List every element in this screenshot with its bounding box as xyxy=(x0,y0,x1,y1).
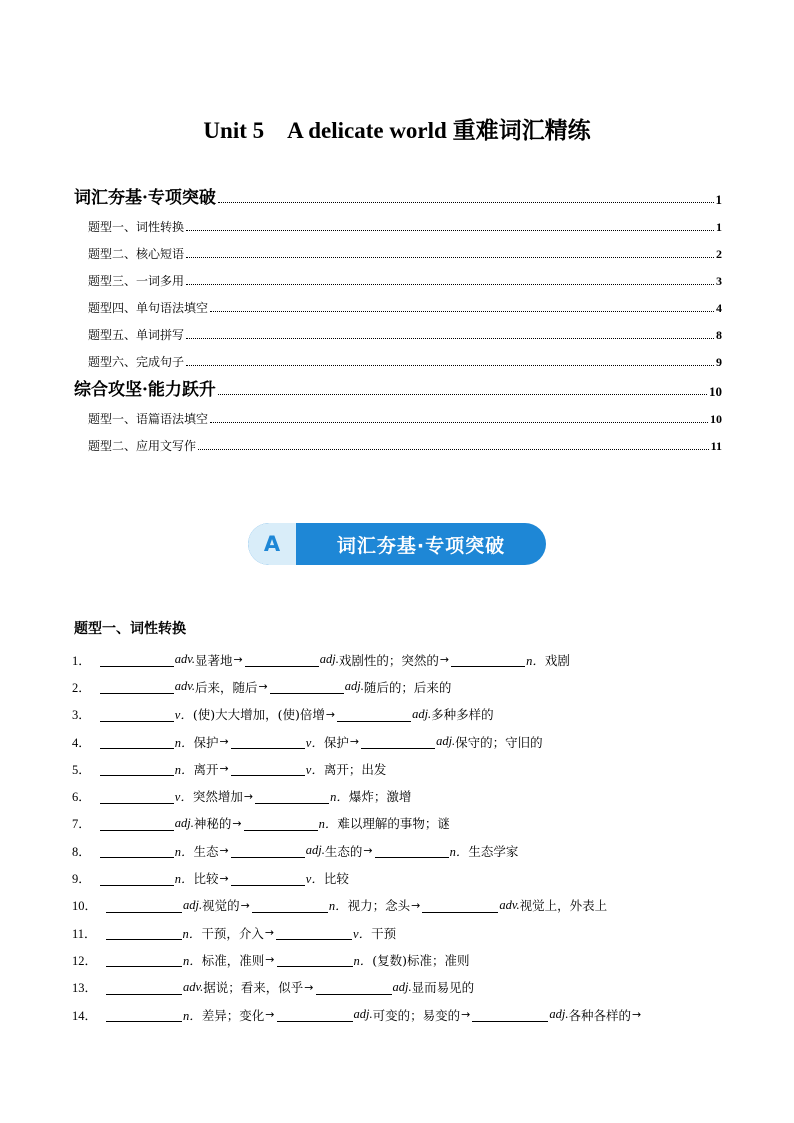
part-of-speech: adv. xyxy=(183,979,204,994)
part-of-speech: n． xyxy=(174,735,194,750)
toc-leader-dots xyxy=(186,229,714,231)
toc-entry[interactable] xyxy=(74,235,722,262)
toc-leader-dots xyxy=(218,393,707,395)
exercise-number: 2． xyxy=(72,680,91,695)
arrow-right-icon: → xyxy=(631,1008,642,1021)
answer-blank[interactable] xyxy=(100,652,174,667)
arrow-right-icon: → xyxy=(243,789,254,803)
toc-entry[interactable] xyxy=(74,370,722,400)
page-title: Unit 5 A delicate world 重难词汇精练 xyxy=(203,118,591,143)
answer-blank[interactable] xyxy=(245,652,319,667)
part-of-speech: n． xyxy=(183,1008,202,1023)
answer-blank[interactable] xyxy=(244,816,318,831)
part-of-speech: n． xyxy=(174,762,194,777)
exercise-number: 13． xyxy=(72,981,98,996)
definition-text: 戏剧性的；突然的 xyxy=(338,652,439,668)
definition-text: 据说；看来，似乎 xyxy=(203,980,304,996)
exercise-item xyxy=(72,755,732,782)
toc-leader-dots xyxy=(210,310,714,312)
exercise-number: 4． xyxy=(72,735,91,750)
exercise-number: 6． xyxy=(72,790,91,805)
definition-text: 显著地 xyxy=(195,652,233,668)
definition-text: 视觉的 xyxy=(202,898,240,914)
arrow-right-icon: → xyxy=(219,844,229,858)
toc-entry-page: 1 xyxy=(715,192,722,207)
exercise-number: 3． xyxy=(72,708,91,723)
definition-text: 各种各样的 xyxy=(568,1007,631,1023)
toc-entry-label: 题型三、一词多用 xyxy=(88,274,185,288)
part-of-speech: v． xyxy=(305,762,324,777)
definition-text: 显而易见的 xyxy=(411,980,475,996)
toc-entry-label: 题型四、单句语法填空 xyxy=(88,301,209,315)
definition-text: 爆炸；激增 xyxy=(348,789,412,805)
definition-text: (复数)标准；准则 xyxy=(372,952,470,968)
arrow-right-icon: → xyxy=(219,871,229,885)
arrow-right-icon: → xyxy=(265,1008,275,1021)
answer-blank[interactable] xyxy=(361,734,435,749)
answer-blank[interactable] xyxy=(231,734,305,749)
definition-text: 生态 xyxy=(193,843,219,859)
part-of-speech: adj. xyxy=(319,652,339,667)
toc-entry-page: 4 xyxy=(716,301,722,315)
toc-leader-dots xyxy=(186,337,714,339)
definition-text: 差异；变化 xyxy=(201,1007,265,1023)
definition-text: 标准，准则 xyxy=(201,952,265,968)
definition-text: 戏剧 xyxy=(544,652,570,668)
arrow-right-icon: → xyxy=(363,844,373,858)
exercise-number: 7． xyxy=(72,817,91,832)
exercise-item xyxy=(72,892,732,919)
part-of-speech: adj. xyxy=(412,706,432,721)
definition-text: 比较 xyxy=(323,871,349,887)
answer-blank[interactable] xyxy=(316,980,392,995)
toc-entry-page: 1 xyxy=(716,220,722,234)
toc-entry[interactable] xyxy=(74,427,722,454)
answer-blank[interactable] xyxy=(100,843,174,858)
answer-blank[interactable] xyxy=(100,761,174,776)
arrow-right-icon: → xyxy=(219,762,229,776)
definition-text: 离开 xyxy=(193,761,219,777)
answer-blank[interactable] xyxy=(422,898,498,913)
arrow-right-icon: → xyxy=(439,653,450,667)
section-banner-title: 词汇夯基·专项突破 xyxy=(336,534,506,557)
exercise-item xyxy=(72,810,732,837)
toc-entry-label: 题型六、完成句子 xyxy=(88,355,185,369)
toc-leader-dots xyxy=(186,364,714,366)
arrow-right-icon: → xyxy=(258,680,268,694)
part-of-speech: n． xyxy=(330,790,349,805)
toc-leader-dots xyxy=(218,201,714,203)
toc-leader-dots xyxy=(186,256,714,258)
definition-text: 离开；出发 xyxy=(323,761,387,777)
exercise-number: 14． xyxy=(72,1008,98,1023)
definition-text: 视觉上，外表上 xyxy=(519,898,608,914)
arrow-right-icon: → xyxy=(233,653,243,667)
part-of-speech: adj. xyxy=(549,1007,569,1021)
definition-text: 可变的；易变的 xyxy=(372,1007,461,1023)
exercise-number: 12． xyxy=(72,953,98,968)
part-of-speech: n． xyxy=(174,872,194,887)
definition-text: 干预，介入 xyxy=(201,925,264,941)
toc-entry[interactable] xyxy=(74,289,722,316)
answer-blank[interactable] xyxy=(100,816,174,831)
part-of-speech: adj. xyxy=(353,1007,373,1021)
toc-entry-page: 10 xyxy=(709,384,722,399)
answer-blank[interactable] xyxy=(276,925,352,940)
exercise-number: 8． xyxy=(72,844,91,859)
part-of-speech: n． xyxy=(174,844,194,859)
arrow-right-icon: → xyxy=(232,816,242,830)
arrow-right-icon: → xyxy=(461,1008,471,1021)
answer-blank[interactable] xyxy=(231,761,305,776)
exercise-number: 10． xyxy=(72,899,98,914)
definition-text: (使)大大增加，(使)倍增 xyxy=(192,707,325,723)
answer-blank[interactable] xyxy=(106,952,182,967)
part-of-speech: n． xyxy=(526,653,545,668)
part-of-speech: n． xyxy=(318,817,338,832)
part-of-speech: v． xyxy=(305,735,324,750)
answer-blank[interactable] xyxy=(472,1007,548,1022)
exercise-item xyxy=(72,864,732,891)
definition-text: 视力；念头 xyxy=(347,898,411,914)
arrow-right-icon: → xyxy=(349,735,360,749)
arrow-right-icon: → xyxy=(219,735,229,749)
answer-blank[interactable] xyxy=(106,980,182,995)
exercise-number: 11． xyxy=(72,926,97,941)
toc-entry[interactable] xyxy=(74,343,722,370)
arrow-right-icon: → xyxy=(304,980,314,994)
exercise-heading: 题型一、词性转换 xyxy=(74,621,186,637)
toc-entry[interactable] xyxy=(74,400,722,427)
definition-text: 多种多样的 xyxy=(431,707,494,723)
answer-blank[interactable] xyxy=(252,898,328,913)
part-of-speech: n． xyxy=(449,844,469,859)
definition-text: 保护 xyxy=(323,734,349,750)
answer-blank[interactable] xyxy=(231,871,305,886)
definition-text: 生态的 xyxy=(324,843,363,859)
part-of-speech: n． xyxy=(353,953,373,968)
exercise-number: 5． xyxy=(72,762,91,777)
part-of-speech: v． xyxy=(353,926,372,941)
toc-entry[interactable] xyxy=(74,262,722,289)
toc-entry-label: 题型一、语篇语法填空 xyxy=(88,412,209,426)
toc-entry-page: 8 xyxy=(716,328,722,342)
exercise-item xyxy=(72,673,732,700)
part-of-speech: n． xyxy=(183,953,202,968)
answer-blank[interactable] xyxy=(277,1007,353,1022)
toc-entry-page: 11 xyxy=(710,439,722,453)
answer-blank[interactable] xyxy=(100,789,174,804)
definition-text: 比较 xyxy=(193,871,219,887)
exercise-item xyxy=(72,728,732,755)
part-of-speech: adj. xyxy=(436,734,456,749)
part-of-speech: adv. xyxy=(174,652,196,667)
definition-text: 保护 xyxy=(193,734,219,750)
definition-text: 后来，随后 xyxy=(195,679,258,695)
exercise-item xyxy=(72,1001,732,1028)
arrow-right-icon: → xyxy=(240,898,250,912)
answer-blank[interactable] xyxy=(100,707,174,722)
definition-text: 神秘的 xyxy=(193,816,232,832)
definition-text: 生态学家 xyxy=(468,843,519,859)
part-of-speech: adj. xyxy=(305,843,325,858)
toc-entry-label: 词汇夯基·专项突破 xyxy=(74,188,216,208)
part-of-speech: v． xyxy=(174,708,193,723)
answer-blank[interactable] xyxy=(100,871,174,886)
toc-entry-page: 3 xyxy=(716,274,722,288)
part-of-speech: adj. xyxy=(174,815,194,830)
toc-entry-label: 综合攻坚·能力跃升 xyxy=(74,380,216,400)
part-of-speech: v． xyxy=(174,790,193,805)
toc-entry-label: 题型二、应用文写作 xyxy=(88,439,197,453)
part-of-speech: adj. xyxy=(183,897,203,912)
answer-blank[interactable] xyxy=(106,1007,182,1022)
exercise-item xyxy=(72,646,732,673)
part-of-speech: n． xyxy=(328,899,348,914)
toc-entry[interactable] xyxy=(74,316,722,343)
answer-blank[interactable] xyxy=(451,652,525,667)
exercise-list xyxy=(72,646,732,1028)
answer-blank[interactable] xyxy=(255,789,329,804)
toc-leader-dots xyxy=(210,421,708,423)
toc-entry-label: 题型一、词性转换 xyxy=(88,220,185,234)
exercise-item xyxy=(72,701,732,728)
exercise-item xyxy=(72,946,732,973)
exercise-item xyxy=(72,919,732,946)
part-of-speech: adv. xyxy=(174,679,196,694)
exercise-number: 1． xyxy=(72,653,91,668)
arrow-right-icon: → xyxy=(264,926,275,940)
arrow-right-icon: → xyxy=(325,707,336,721)
toc-entry-page: 2 xyxy=(716,247,722,261)
answer-blank[interactable] xyxy=(337,707,411,722)
exercise-item xyxy=(72,974,732,1001)
arrow-right-icon: → xyxy=(265,953,275,967)
toc-entry-page: 9 xyxy=(716,355,722,369)
definition-text: 随后的；后来的 xyxy=(363,679,452,695)
table-of-contents xyxy=(74,178,722,454)
definition-text: 干预 xyxy=(371,925,397,941)
toc-entry-page: 10 xyxy=(710,412,722,426)
toc-entry[interactable] xyxy=(74,178,722,208)
answer-blank[interactable] xyxy=(375,843,449,858)
part-of-speech: v． xyxy=(305,872,324,887)
part-of-speech: adj. xyxy=(392,979,412,994)
answer-blank[interactable] xyxy=(106,925,182,940)
definition-text: 保守的；守旧的 xyxy=(455,734,543,750)
definition-text: 难以理解的事物；谜 xyxy=(337,816,450,832)
exercise-number: 9． xyxy=(72,872,91,887)
arrow-right-icon: → xyxy=(411,898,421,912)
section-badge: A xyxy=(248,523,296,565)
toc-leader-dots xyxy=(198,448,709,450)
answer-blank[interactable] xyxy=(106,898,182,913)
toc-entry-label: 题型二、核心短语 xyxy=(88,247,185,261)
exercise-item xyxy=(72,837,732,864)
toc-entry-label: 题型五、单词拼写 xyxy=(88,328,185,342)
part-of-speech: adj. xyxy=(344,679,364,694)
answer-blank[interactable] xyxy=(231,843,305,858)
definition-text: 突然增加 xyxy=(192,789,243,805)
part-of-speech: n． xyxy=(182,926,202,941)
answer-blank[interactable] xyxy=(100,734,174,749)
toc-leader-dots xyxy=(186,283,714,285)
part-of-speech: adv. xyxy=(499,897,520,912)
answer-blank[interactable] xyxy=(277,952,353,967)
exercise-item xyxy=(72,782,732,809)
answer-blank[interactable] xyxy=(100,679,174,694)
section-banner xyxy=(248,523,546,565)
toc-entry[interactable] xyxy=(74,208,722,235)
answer-blank[interactable] xyxy=(270,679,344,694)
